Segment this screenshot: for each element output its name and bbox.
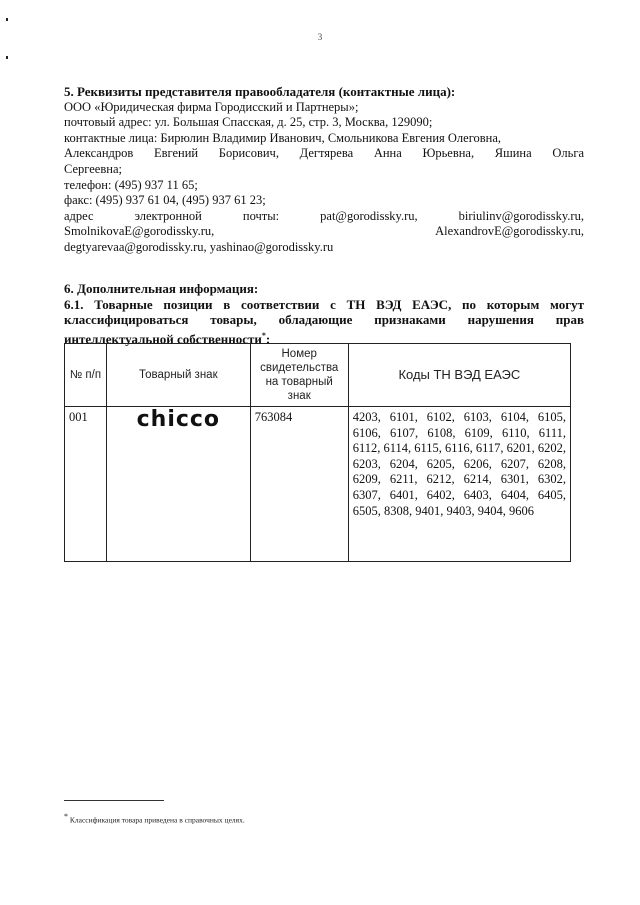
section-6-1-line-1: 6.1. Товарные позиции в соответствии с ТН ВЭД ЕАЭС, по которым могут bbox=[64, 296, 584, 312]
section-6-heading: 6. Дополнительная информация: bbox=[64, 281, 259, 296]
header-trademark: Товарный знак bbox=[106, 344, 250, 407]
email-line-3: degtyarevaa@gorodissky.ru, yashinao@gorodissky.ru bbox=[64, 239, 334, 254]
header-certificate: Номер свидетельства на товарный знак bbox=[250, 344, 348, 407]
footnote-mark: * bbox=[64, 812, 68, 821]
email-word: адрес bbox=[64, 208, 94, 223]
row-certificate: 763084 bbox=[250, 407, 348, 562]
trademark-table bbox=[64, 343, 571, 562]
table-row bbox=[65, 407, 571, 562]
fax: факс: (495) 937 61 04, (495) 937 61 23; bbox=[64, 193, 266, 208]
header-num: № п/п bbox=[65, 344, 107, 407]
trademark-logo-cell bbox=[106, 407, 250, 562]
colon: : bbox=[265, 331, 271, 347]
postal-address: почтовый адрес: ул. Большая Спасская, д. 25, стр. 3, Москва, 129090; bbox=[64, 115, 433, 130]
contacts-line-3: Сергеевна; bbox=[64, 161, 122, 176]
page-number: 3 bbox=[317, 32, 323, 42]
header-codes: Коды ТН ВЭД ЕАЭС bbox=[348, 344, 570, 407]
row-codes: 4203, 6101, 6102, 6103, 6104, 6105, 6106, 6107, 6108, 6109, 6110, 6111, 6112, 6114, 6115, 6116, 6117, 6201, 6202, 6203, 6204, 6205, 6206, 6207, 6208, 6209, 6211, 6212, 6214, 6301, 6302, 6307, 6401, 6402, 6403, 6404, 6405, 6505, 8308, 9401, 9403, 9404, 9606 bbox=[348, 407, 570, 562]
chicco-logo: chicco bbox=[136, 407, 221, 432]
footnote bbox=[64, 812, 245, 825]
scan-mark bbox=[6, 18, 8, 21]
email-line-1 bbox=[64, 209, 584, 225]
contacts-line-1 bbox=[64, 131, 584, 147]
footnote-text: Классификация товара приведена в справочных целях. bbox=[69, 815, 245, 825]
contacts-text: контактные лица: Бирюлин Владимир Иванович, Смольникова Евгения Олеговна, bbox=[64, 130, 502, 145]
section-6-1-text: интеллектуальной собственности bbox=[64, 331, 262, 347]
email-address: pat@gorodissky.ru, bbox=[320, 208, 418, 223]
email-word: электронной bbox=[134, 208, 202, 223]
section-6-1-line-2: классифицироваться товары, обладающие признаками нарушения прав bbox=[64, 312, 584, 328]
phone: телефон: (495) 937 11 65; bbox=[64, 177, 198, 192]
email-address: SmolnikovaE@gorodissky.ru, bbox=[64, 224, 215, 239]
table-header-row bbox=[65, 344, 571, 407]
email-line-2 bbox=[64, 224, 584, 240]
email-address: AlexandrovE@gorodissky.ru, bbox=[435, 224, 584, 239]
row-num: 001 bbox=[65, 407, 107, 562]
contacts-line-2: Александров Евгений Борисович, Дегтярева Анна Юрьевна, Яшина Ольга bbox=[64, 146, 584, 161]
email-word: почты: bbox=[242, 208, 280, 223]
email-address: biriulinv@gorodissky.ru, bbox=[458, 208, 584, 223]
section-5-heading: 5. Реквизиты представителя правообладателя (контактные лица): bbox=[64, 84, 456, 99]
org-name: ООО «Юридическая фирма Городисский и Партнеры»; bbox=[64, 99, 359, 114]
footnote-ref: * bbox=[261, 330, 266, 340]
section-5 bbox=[64, 84, 584, 256]
section-6 bbox=[64, 281, 584, 347]
footnote-divider bbox=[64, 800, 164, 801]
scan-mark bbox=[6, 56, 8, 59]
